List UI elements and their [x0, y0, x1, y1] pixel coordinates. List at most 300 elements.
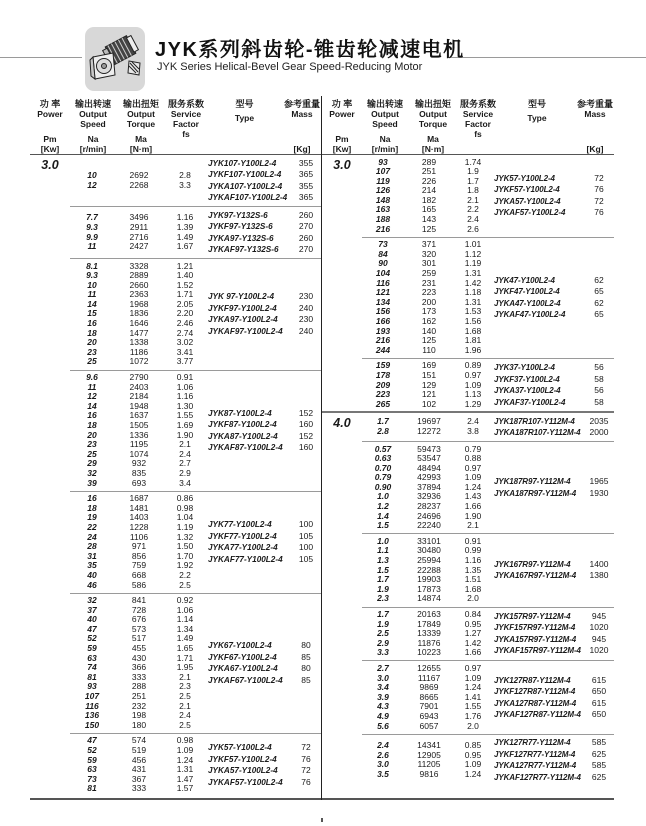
data-rows — [70, 213, 206, 251]
service-factor: 1.65 — [176, 643, 194, 654]
output-speed: 47 — [87, 735, 97, 746]
service-factor: 1.21 — [176, 260, 194, 271]
output-speed: 116 — [85, 700, 99, 711]
service-factor: 1.32 — [176, 531, 194, 542]
ratio-group — [70, 370, 321, 491]
output-torque: 32936 — [417, 491, 441, 502]
data-row — [362, 648, 492, 658]
type-designation: JYKAF107-Y100L2-4 — [208, 193, 288, 202]
service-factor: 1.43 — [464, 491, 482, 502]
output-torque: 173 — [421, 306, 437, 317]
data-rows — [70, 596, 206, 730]
output-torque: 22288 — [417, 564, 441, 575]
type-designation: JYKF97-Y132S-6 — [208, 222, 273, 231]
data-rows — [362, 240, 492, 355]
output-torque: 165 — [421, 204, 437, 215]
service-factor: 1.53 — [464, 306, 482, 317]
output-torque: 110 — [422, 344, 436, 355]
data-rows — [362, 158, 492, 235]
output-speed: 2.6 — [377, 749, 389, 760]
type-rows — [492, 275, 614, 321]
data-rows — [362, 417, 492, 436]
service-factor: 3.02 — [176, 337, 194, 348]
mass-value: 1020 — [589, 645, 609, 656]
output-torque: 455 — [131, 643, 147, 654]
type-designation: JYK57-Y100L2-4 — [494, 173, 555, 183]
output-torque: 1338 — [129, 337, 149, 348]
output-speed: 40 — [87, 569, 97, 580]
type-row — [206, 675, 321, 687]
output-speed: 47 — [87, 623, 97, 634]
output-torque: 6057 — [419, 720, 439, 731]
mass-value: 585 — [591, 760, 607, 771]
output-speed: 63 — [87, 652, 97, 663]
output-torque: 1186 — [129, 346, 149, 357]
output-torque: 371 — [421, 239, 437, 250]
type-row — [206, 640, 321, 652]
output-speed: 216 — [375, 223, 391, 234]
type-row — [492, 286, 614, 298]
service-factor: 1.19 — [176, 521, 194, 532]
service-factor: 2.5 — [179, 719, 191, 730]
type-row — [492, 488, 614, 500]
service-factor: 0.91 — [464, 535, 482, 546]
output-torque: 2716 — [129, 231, 149, 242]
data-rows — [70, 736, 206, 794]
output-torque: 2403 — [129, 381, 149, 392]
output-speed: 2.9 — [377, 637, 389, 648]
data-row — [70, 479, 206, 489]
service-factor: 3.4 — [179, 477, 191, 488]
output-torque: 10223 — [417, 647, 441, 658]
output-speed: 5.6 — [377, 720, 389, 731]
service-factor: 2.20 — [176, 308, 194, 319]
ratio-group — [70, 733, 321, 797]
service-factor: 1.66 — [464, 647, 482, 658]
type-rows — [492, 362, 614, 408]
col-mass: 参考重量 Mass [Kg] — [283, 99, 320, 154]
output-speed: 4.3 — [377, 701, 389, 712]
service-factor: 1.7 — [467, 175, 479, 186]
type-designation: JYK187R107-Y112M-4 — [494, 416, 575, 426]
output-speed: 2.7 — [377, 662, 389, 673]
mass-value: 58 — [594, 396, 604, 407]
output-speed: 107 — [375, 166, 391, 177]
output-torque: 2692 — [129, 169, 149, 180]
service-factor: 1.70 — [176, 550, 194, 561]
output-torque: 367 — [131, 773, 147, 784]
type-row — [492, 362, 614, 374]
output-torque: 430 — [131, 652, 147, 663]
type-designation: JYK 97-Y100L2-4 — [208, 292, 274, 302]
output-torque: 9869 — [419, 682, 439, 693]
data-row — [362, 400, 492, 410]
output-torque: 259 — [421, 268, 437, 279]
mass-value: 76 — [301, 776, 311, 787]
data-row — [362, 770, 492, 780]
power-section — [30, 155, 321, 796]
service-factor: 1.39 — [176, 221, 194, 232]
output-speed: 59 — [87, 643, 97, 654]
service-factor: 1.47 — [176, 773, 194, 784]
output-torque: 125 — [421, 223, 437, 234]
mass-value: 1930 — [589, 487, 609, 498]
output-torque: 668 — [131, 569, 147, 580]
output-torque: 6943 — [419, 710, 439, 721]
service-factor: 1.24 — [464, 682, 482, 693]
service-factor: 1.35 — [464, 564, 482, 575]
output-torque: 8665 — [419, 691, 439, 702]
type-rows — [206, 742, 321, 788]
mass-value: 945 — [591, 633, 607, 644]
output-speed: 4.9 — [377, 710, 389, 721]
table-header-left — [30, 96, 321, 155]
output-speed: 40 — [87, 614, 97, 625]
type-designation: JYKAF57-Y100L2-4 — [494, 208, 566, 218]
type-designation: JYKF97-Y100L2-4 — [208, 303, 277, 313]
type-designation: JYKAF57-Y100L2-4 — [208, 777, 283, 787]
mass-value: 1020 — [589, 622, 609, 633]
type-row — [206, 158, 321, 170]
service-factor: 1.18 — [464, 287, 482, 298]
type-designation: JYKA127R77-Y112M-4 — [494, 761, 577, 771]
output-speed: 107 — [84, 691, 100, 702]
output-torque: 17873 — [417, 583, 441, 594]
output-speed: 14 — [87, 298, 97, 309]
type-designation: JYKAF87-Y100L2-4 — [208, 443, 283, 453]
output-speed: 0.79 — [374, 472, 392, 483]
output-speed: 2.8 — [377, 426, 389, 436]
output-torque: 25994 — [417, 555, 441, 566]
type-row — [206, 314, 321, 326]
type-designation: JYK77-Y100L2-4 — [208, 520, 272, 530]
output-torque: 30480 — [417, 545, 441, 556]
service-factor: 1.66 — [464, 501, 482, 512]
service-factor: 1.67 — [176, 241, 194, 252]
output-speed: 134 — [375, 296, 391, 307]
mass-value: 72 — [301, 742, 311, 753]
output-torque: 2427 — [129, 241, 149, 252]
output-torque: 251 — [421, 166, 437, 177]
type-designation: JYKA97-Y132S-6 — [208, 233, 274, 243]
service-factor: 1.24 — [176, 754, 194, 765]
service-factor: 1.81 — [464, 335, 482, 346]
type-designation: JYKA97-Y100L2-4 — [208, 315, 278, 325]
output-torque: 2184 — [129, 391, 149, 402]
output-speed: 265 — [375, 398, 391, 409]
output-torque: 1481 — [129, 502, 149, 513]
output-speed: 116 — [376, 277, 390, 288]
output-torque: 676 — [131, 614, 147, 625]
data-row — [70, 581, 206, 591]
output-speed: 9.3 — [86, 221, 98, 232]
output-speed: 22 — [87, 521, 97, 532]
service-factor: 3.3 — [179, 179, 191, 190]
type-designation: JYKA187R107-Y112M-4 — [494, 428, 581, 437]
type-designation: JYKAF77-Y100L2-4 — [208, 554, 283, 564]
table-header-right — [322, 96, 614, 155]
output-speed: 150 — [84, 719, 100, 730]
output-speed: 178 — [375, 369, 391, 380]
service-factor: 1.9 — [467, 166, 479, 177]
output-speed: 1.0 — [377, 491, 389, 502]
output-speed: 16 — [87, 493, 97, 504]
output-torque: 288 — [131, 681, 147, 692]
type-row — [492, 309, 614, 321]
output-torque: 517 — [131, 633, 147, 644]
service-factor: 1.12 — [464, 248, 482, 259]
type-designation: JYKA67-Y100L2-4 — [208, 664, 278, 674]
service-factor: 0.99 — [464, 545, 482, 556]
type-row — [492, 749, 614, 761]
output-torque: 102 — [421, 398, 437, 409]
type-row — [206, 431, 321, 443]
output-speed: 16 — [87, 410, 97, 421]
output-speed: 1.9 — [377, 618, 389, 629]
type-row — [492, 559, 614, 571]
type-designation: JYKA57-Y100L2-4 — [494, 196, 561, 206]
service-factor: 1.30 — [176, 400, 194, 411]
type-designation: JYK127R87-Y112M-4 — [494, 675, 571, 685]
service-factor: 1.31 — [464, 296, 482, 307]
type-designation: JYK167R97-Y112M-4 — [494, 559, 571, 569]
mass-value: 1400 — [589, 558, 609, 569]
table-right-half — [322, 96, 614, 800]
output-speed: 9.6 — [86, 372, 98, 383]
output-speed: 104 — [375, 268, 391, 279]
mass-value: 365 — [298, 169, 314, 179]
output-torque: 7901 — [419, 701, 439, 712]
type-row — [492, 645, 614, 657]
output-speed: 1.1 — [377, 545, 389, 556]
output-speed: 1.9 — [377, 583, 389, 594]
service-factor: 3.77 — [176, 356, 194, 367]
ratio-group — [362, 734, 614, 786]
output-torque: 200 — [421, 296, 437, 307]
type-rows — [492, 675, 614, 721]
service-factor: 1.42 — [464, 277, 482, 288]
output-speed: 0.63 — [374, 453, 392, 464]
service-factor: 0.97 — [464, 662, 482, 673]
mass-value: 65 — [594, 309, 604, 320]
ratio-group — [70, 258, 321, 370]
mass-value: 85 — [301, 651, 311, 662]
output-speed: 9.3 — [86, 270, 98, 281]
mass-value: 650 — [591, 709, 607, 720]
output-torque: 1646 — [129, 318, 149, 329]
output-speed: 10 — [87, 279, 97, 290]
output-torque: 11205 — [417, 759, 441, 770]
ratio-group — [70, 206, 321, 258]
type-rows — [492, 611, 614, 657]
output-torque: 2660 — [129, 279, 149, 290]
output-torque: 1228 — [129, 521, 149, 532]
output-speed: 0.57 — [374, 443, 392, 454]
page-title: JYK系列斜齿轮-锥齿轮减速电机 — [155, 39, 465, 61]
output-torque: 3496 — [129, 212, 149, 223]
service-factor: 0.91 — [176, 372, 194, 383]
type-designation: JYKF37-Y100L2-4 — [494, 374, 560, 384]
output-torque: 232 — [131, 700, 147, 711]
masthead-rule-left — [0, 57, 82, 58]
output-torque: 48494 — [417, 462, 441, 473]
type-designation: JYKA127R87-Y112M-4 — [494, 698, 577, 708]
output-speed: 121 — [375, 287, 391, 298]
type-designation: JYK107-Y100L2-4 — [208, 158, 277, 168]
service-factor: 2.1 — [179, 439, 191, 450]
type-row — [206, 531, 321, 543]
mass-value: 152 — [298, 430, 314, 441]
output-speed: 3.5 — [377, 768, 389, 779]
output-speed: 3.3 — [377, 647, 389, 658]
mass-value: 72 — [594, 195, 604, 206]
data-row — [70, 784, 206, 794]
service-factor: 2.4 — [467, 416, 479, 427]
output-torque: 574 — [131, 735, 147, 746]
output-torque: 251 — [131, 691, 147, 702]
service-factor: 2.74 — [176, 327, 194, 338]
output-torque: 3328 — [129, 260, 149, 271]
output-speed: 159 — [375, 360, 391, 371]
service-factor: 1.49 — [176, 633, 194, 644]
output-torque: 586 — [131, 579, 147, 590]
mass-value: 240 — [298, 302, 314, 313]
type-row — [492, 686, 614, 698]
output-speed: 193 — [375, 325, 391, 336]
type-designation: JYKAF97-Y132S-6 — [208, 245, 279, 254]
data-rows — [70, 494, 206, 590]
output-torque: 11167 — [417, 672, 441, 683]
service-factor: 1.41 — [464, 691, 482, 702]
output-speed: 24 — [87, 531, 97, 542]
output-torque: 1072 — [129, 356, 149, 367]
type-designation: JYKAF127R87-Y112M-4 — [494, 710, 581, 720]
output-speed: 18 — [87, 327, 97, 338]
output-speed: 188 — [375, 214, 391, 225]
service-factor: 2.46 — [176, 318, 194, 329]
output-torque: 53547 — [417, 453, 441, 464]
service-factor: 0.95 — [464, 749, 482, 760]
service-factor: 1.09 — [176, 745, 194, 755]
service-factor: 1.55 — [176, 410, 194, 421]
output-torque: 1336 — [129, 429, 149, 440]
output-speed: 11 — [87, 289, 97, 300]
data-row — [70, 721, 206, 731]
service-factor: 1.09 — [464, 379, 482, 390]
output-torque: 28237 — [417, 501, 441, 512]
output-torque: 17849 — [417, 618, 441, 629]
data-row — [70, 242, 206, 252]
page-mark-tick — [321, 818, 323, 822]
service-factor: 0.92 — [176, 595, 194, 606]
service-factor: 2.4 — [467, 214, 479, 225]
output-torque: 19903 — [417, 574, 441, 585]
data-rows — [362, 445, 492, 531]
output-speed: 35 — [87, 560, 97, 571]
mass-value: 365 — [298, 192, 314, 202]
service-factor: 0.84 — [464, 609, 482, 619]
type-designation: JYKF57-Y100L2-4 — [208, 754, 277, 764]
service-factor: 2.7 — [179, 458, 191, 469]
power-rating: 4.0 — [333, 416, 351, 430]
output-torque: 1968 — [129, 298, 149, 309]
output-speed: 11 — [87, 381, 97, 392]
output-torque: 13339 — [417, 628, 441, 639]
mass-value: 1380 — [589, 570, 609, 581]
mass-value: 100 — [298, 542, 314, 553]
service-factor: 1.24 — [464, 481, 482, 492]
data-rows — [362, 664, 492, 731]
output-torque: 14874 — [417, 593, 441, 604]
col-type: 型号 Type — [234, 99, 255, 123]
output-speed: 12 — [87, 179, 97, 190]
output-torque: 573 — [131, 623, 147, 634]
mass-value: 2035 — [589, 415, 609, 426]
output-torque: 759 — [131, 560, 147, 571]
type-row — [492, 196, 614, 208]
mass-value: 65 — [594, 286, 604, 297]
output-torque: 11876 — [417, 637, 441, 648]
type-row — [206, 765, 321, 777]
output-speed: 11 — [87, 241, 97, 252]
output-speed: 63 — [87, 764, 97, 775]
service-factor: 1.68 — [464, 583, 482, 594]
type-row — [206, 442, 321, 454]
service-factor: 2.9 — [179, 467, 191, 478]
output-speed: 10 — [87, 169, 97, 180]
output-speed: 2.3 — [377, 593, 389, 604]
output-torque: 9816 — [419, 768, 439, 779]
service-factor: 1.19 — [464, 258, 482, 269]
output-speed: 1.2 — [377, 501, 389, 512]
output-speed: 156 — [375, 306, 391, 317]
output-speed: 93 — [378, 156, 388, 167]
service-factor: 0.89 — [464, 360, 482, 371]
type-row — [492, 709, 614, 721]
type-row — [492, 476, 614, 488]
mass-value: 355 — [298, 157, 314, 168]
type-row — [206, 408, 321, 420]
service-factor: 1.34 — [176, 623, 194, 634]
type-row — [492, 275, 614, 287]
service-factor: 1.90 — [176, 429, 194, 440]
service-factor: 1.69 — [176, 420, 194, 430]
data-row — [70, 181, 206, 191]
service-factor: 1.40 — [176, 270, 194, 281]
power-rating: 3.0 — [41, 158, 59, 172]
type-row — [206, 303, 321, 315]
service-factor: 3.8 — [467, 426, 479, 436]
type-designation: JYK87-Y100L2-4 — [208, 408, 272, 418]
service-factor: 2.1 — [467, 194, 479, 205]
output-torque: 728 — [131, 604, 147, 615]
col-torque: 输出扭矩 Output Torque Ma [N·m] — [414, 99, 451, 154]
output-speed: 1.4 — [377, 510, 389, 521]
output-speed: 81 — [87, 783, 97, 794]
data-rows — [70, 262, 206, 368]
service-factor: 1.09 — [464, 759, 482, 770]
mass-value: 80 — [301, 640, 311, 651]
output-speed: 0.70 — [374, 462, 392, 473]
mass-value: 105 — [298, 530, 314, 541]
output-torque: 301 — [421, 258, 437, 269]
type-row — [206, 291, 321, 303]
output-speed: 216 — [375, 335, 391, 346]
service-factor: 0.95 — [464, 618, 482, 629]
gearmotor-icon — [85, 27, 145, 91]
mass-value: 152 — [298, 407, 314, 418]
service-factor: 1.57 — [176, 783, 194, 794]
